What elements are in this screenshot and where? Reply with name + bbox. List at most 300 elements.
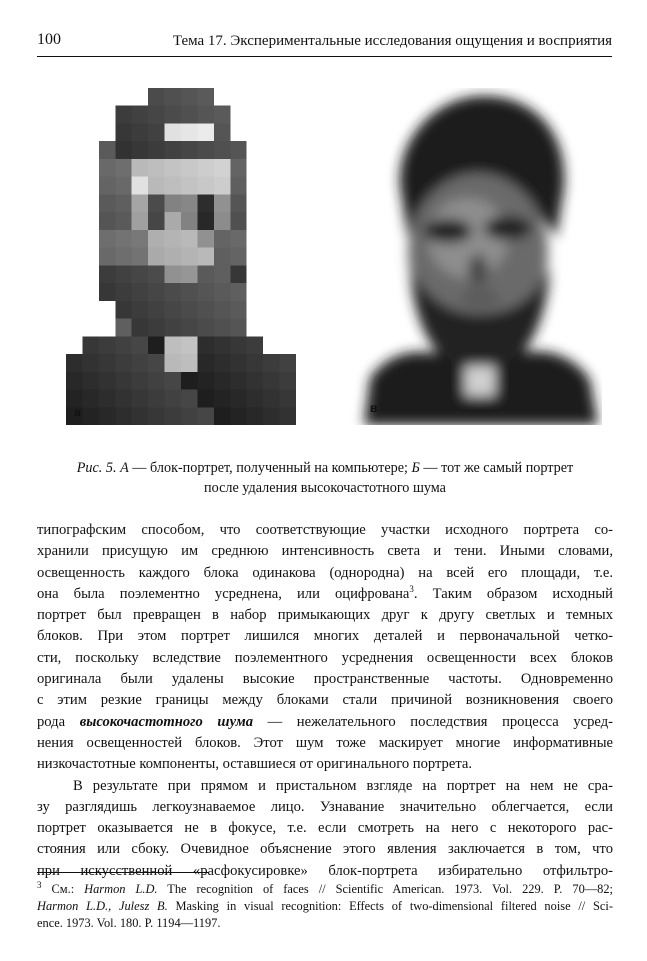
portrait-block <box>82 123 99 141</box>
portrait-block <box>214 177 231 195</box>
portrait-block <box>148 248 165 266</box>
portrait-block <box>181 390 198 408</box>
portrait-block <box>247 354 264 372</box>
portrait-block <box>197 407 214 425</box>
portrait-block <box>263 88 280 106</box>
text-line: портрет оказывается не в фокусе, т.е. если смотреть на него с некоторого рас- <box>37 820 613 837</box>
portrait-block <box>66 301 83 319</box>
portrait-block <box>230 372 247 390</box>
portrait-block <box>132 194 149 212</box>
portrait-block <box>99 301 116 319</box>
portrait-block <box>115 265 132 283</box>
portrait-block <box>280 230 296 248</box>
portrait-block <box>82 319 99 337</box>
portrait-block <box>82 106 99 124</box>
portrait-block <box>263 407 280 425</box>
portrait-block <box>165 106 182 124</box>
portrait-block <box>197 123 214 141</box>
portrait-block <box>82 230 99 248</box>
portrait-block <box>132 354 149 372</box>
portrait-block <box>115 212 132 230</box>
portrait-block <box>82 159 99 177</box>
portrait-block <box>181 230 198 248</box>
portrait-block <box>197 88 214 106</box>
portrait-block <box>263 319 280 337</box>
portrait-block <box>247 336 264 354</box>
footnote-line: $^3$ См.: Harmon L.D. The recognition of faces // Scientific American. 1973. Vol. 229. P. 70—82; <box>37 879 614 896</box>
portrait-block <box>230 123 247 141</box>
portrait-block <box>148 212 165 230</box>
portrait-block <box>82 212 99 230</box>
portrait-block <box>230 194 247 212</box>
portrait-block <box>115 194 132 212</box>
portrait-block <box>132 141 149 159</box>
portrait-block <box>148 319 165 337</box>
portrait-block <box>148 194 165 212</box>
portrait-block <box>197 141 214 159</box>
portrait-block <box>230 212 247 230</box>
portrait-block <box>247 106 264 124</box>
portrait-block <box>115 248 132 266</box>
portrait-block <box>280 177 296 195</box>
portrait-block <box>197 319 214 337</box>
portrait-block <box>263 141 280 159</box>
portrait-block <box>132 283 149 301</box>
portrait-block <box>82 407 99 425</box>
portrait-block <box>132 248 149 266</box>
portrait-block <box>165 265 182 283</box>
portrait-block <box>99 106 116 124</box>
portrait-block <box>247 283 264 301</box>
portrait-block <box>82 177 99 195</box>
panel-a-letter: а <box>74 405 81 419</box>
portrait-block <box>115 159 132 177</box>
portrait-block <box>66 106 83 124</box>
portrait-block <box>82 390 99 408</box>
portrait-block <box>263 248 280 266</box>
portrait-block <box>115 319 132 337</box>
portrait-block <box>99 265 116 283</box>
portrait-block <box>165 123 182 141</box>
portrait-block <box>66 372 83 390</box>
portrait-block <box>66 123 83 141</box>
portrait-block <box>247 88 264 106</box>
portrait-block <box>247 194 264 212</box>
caption-text-1: — блок-портрет, полученный на компьютере; <box>128 460 412 476</box>
portrait-block <box>197 372 214 390</box>
portrait-block <box>99 354 116 372</box>
portrait-block <box>165 372 182 390</box>
portrait-block <box>115 301 132 319</box>
portrait-block <box>115 354 132 372</box>
body-text <box>37 520 613 882</box>
portrait-block <box>247 265 264 283</box>
portrait-block <box>247 123 264 141</box>
emphasis-term: высокочастотного шума <box>79 713 253 730</box>
portrait-block <box>66 212 83 230</box>
text-line: стояния или сбоку. Очевидное объяснение этого явления заключается в том, что <box>37 841 613 858</box>
portrait-block <box>148 123 165 141</box>
text-line: В результате при прямом и пристальном взгляде на портрет на нем не сра- <box>73 777 613 794</box>
portrait-block <box>66 141 83 159</box>
portrait-block <box>99 248 116 266</box>
portrait-block <box>165 301 182 319</box>
portrait-block <box>247 177 264 195</box>
portrait-block <box>99 212 116 230</box>
footnote-line: Harmon L.D., Julesz B. Masking in visual recognition: Effects of two-dimensional filtered noise // Sci- <box>37 899 613 913</box>
portrait-block <box>132 372 149 390</box>
portrait-block <box>82 141 99 159</box>
portrait-block <box>148 159 165 177</box>
portrait-block <box>66 194 83 212</box>
portrait-block <box>280 265 296 283</box>
footnote-ref: 3 <box>409 584 414 595</box>
text-line: зу разглядишь легкоузнаваемое лицо. Узнавание значительно облегчается, если <box>37 798 613 815</box>
portrait-block <box>165 336 182 354</box>
portrait-block <box>82 336 99 354</box>
portrait-block <box>165 407 182 425</box>
panel-b-letter: в <box>370 401 378 415</box>
portrait-block <box>280 248 296 266</box>
portrait-block <box>66 88 83 106</box>
portrait-block <box>99 123 116 141</box>
portrait-block <box>165 212 182 230</box>
portrait-block <box>115 123 132 141</box>
portrait-block <box>230 319 247 337</box>
portrait-block <box>247 159 264 177</box>
portrait-block <box>263 106 280 124</box>
portrait-block <box>181 407 198 425</box>
text-line: оригинала были удалены высокие пространственные частоты. Одновременно <box>37 671 613 688</box>
portrait-block <box>165 283 182 301</box>
portrait-block <box>263 194 280 212</box>
portrait-block <box>214 283 231 301</box>
portrait-block <box>197 301 214 319</box>
text-line: низкочастотные компоненты, оставшиеся от оригинального портрета. <box>37 756 473 773</box>
portrait-block <box>230 177 247 195</box>
portrait-block <box>66 177 83 195</box>
portrait-block <box>230 301 247 319</box>
portrait-block <box>197 194 214 212</box>
portrait-block <box>115 230 132 248</box>
portrait-block <box>66 283 83 301</box>
caption-line-2: после удаления высокочастотного шума <box>204 480 446 496</box>
portrait-block <box>82 283 99 301</box>
portrait-block <box>115 390 132 408</box>
portrait-block <box>132 106 149 124</box>
text-line: блоков. При этом портрет лишился многих деталей и первоначальной четко- <box>37 628 613 645</box>
portrait-block <box>230 230 247 248</box>
portrait-block <box>214 319 231 337</box>
portrait-block <box>197 106 214 124</box>
portrait-block <box>148 301 165 319</box>
caption-text-2: — тот же самый портрет <box>419 460 574 476</box>
portrait-block <box>280 354 296 372</box>
portrait-block <box>197 390 214 408</box>
portrait-block <box>115 106 132 124</box>
running-header <box>37 30 612 57</box>
portrait-block <box>181 212 198 230</box>
portrait-block <box>148 390 165 408</box>
portrait-block <box>197 177 214 195</box>
portrait-block <box>197 248 214 266</box>
portrait-block <box>148 265 165 283</box>
portrait-block <box>181 159 198 177</box>
portrait-block <box>247 301 264 319</box>
portrait-block <box>132 319 149 337</box>
portrait-block <box>230 159 247 177</box>
portrait-block <box>197 336 214 354</box>
portrait-block <box>280 141 296 159</box>
portrait-block <box>82 194 99 212</box>
portrait-block <box>280 123 296 141</box>
portrait-block <box>263 123 280 141</box>
portrait-block <box>247 319 264 337</box>
portrait-block <box>263 265 280 283</box>
portrait-block <box>181 177 198 195</box>
portrait-block <box>82 265 99 283</box>
portrait-block <box>263 212 280 230</box>
portrait-block <box>165 177 182 195</box>
portrait-block <box>280 407 296 425</box>
text-line: нения освещенностей блоков. Этот шум тоже маскирует многие информативные <box>37 734 613 751</box>
caption-label-a: Рис. 5. А <box>76 460 129 476</box>
portrait-block <box>181 106 198 124</box>
portrait-block <box>247 390 264 408</box>
portrait-block <box>148 336 165 354</box>
portrait-block <box>263 177 280 195</box>
portrait-block <box>214 407 231 425</box>
portrait-block <box>280 194 296 212</box>
portrait-block <box>181 88 198 106</box>
portrait-block <box>66 159 83 177</box>
portrait-block <box>99 177 116 195</box>
portrait-block <box>214 248 231 266</box>
portrait-block <box>132 407 149 425</box>
text-line: освещенность каждого блока одинакова (однородна) на всей его площади, т.е. <box>37 564 613 581</box>
portrait-block <box>165 390 182 408</box>
portrait-block <box>165 194 182 212</box>
portrait-block <box>132 177 149 195</box>
portrait-block <box>99 319 116 337</box>
portrait-block <box>99 230 116 248</box>
portrait-block <box>165 88 182 106</box>
portrait-block <box>214 141 231 159</box>
text-line: с этим резкие границы между блоками стали причиной возникновения своего <box>37 692 613 709</box>
portrait-block <box>214 354 231 372</box>
portrait-block <box>214 123 231 141</box>
blurred-portrait-drawing <box>350 88 602 425</box>
portrait-block <box>230 336 247 354</box>
portrait-block <box>214 106 231 124</box>
text-line: рода высокочастотного шума — нежелательного последствия процесса усред- <box>37 713 613 730</box>
portrait-block <box>181 354 198 372</box>
portrait-block <box>181 248 198 266</box>
portrait-block <box>165 159 182 177</box>
block-portrait-image <box>66 88 296 425</box>
portrait-block <box>263 159 280 177</box>
portrait-block <box>99 407 116 425</box>
portrait-block <box>132 159 149 177</box>
portrait-block <box>247 141 264 159</box>
portrait-block <box>214 301 231 319</box>
portrait-block <box>66 354 83 372</box>
portrait-block <box>132 336 149 354</box>
portrait-block <box>197 212 214 230</box>
portrait-block <box>181 194 198 212</box>
portrait-block <box>230 283 247 301</box>
portrait-block <box>247 212 264 230</box>
portrait-block <box>82 301 99 319</box>
portrait-block <box>230 390 247 408</box>
portrait-block <box>280 159 296 177</box>
portrait-block <box>230 88 247 106</box>
portrait-block <box>148 106 165 124</box>
portrait-block <box>197 265 214 283</box>
portrait-block <box>230 407 247 425</box>
portrait-block <box>280 390 296 408</box>
portrait-block <box>115 336 132 354</box>
portrait-block <box>181 301 198 319</box>
portrait-block <box>66 319 83 337</box>
portrait-block <box>181 372 198 390</box>
portrait-block <box>280 336 296 354</box>
portrait-block <box>148 141 165 159</box>
portrait-block <box>99 141 116 159</box>
portrait-block <box>214 159 231 177</box>
portrait-block <box>148 407 165 425</box>
portrait-block <box>280 212 296 230</box>
text-line: она была поэлементно усреднена, или оцифрована$^3$. Таким образом исходный <box>37 584 613 602</box>
portrait-block <box>181 123 198 141</box>
portrait-block <box>263 301 280 319</box>
portrait-block <box>181 141 198 159</box>
portrait-block <box>181 336 198 354</box>
portrait-block <box>82 88 99 106</box>
portrait-block <box>99 390 116 408</box>
portrait-block <box>99 88 116 106</box>
portrait-block <box>181 283 198 301</box>
portrait-block <box>181 265 198 283</box>
portrait-block <box>99 372 116 390</box>
portrait-block <box>230 354 247 372</box>
portrait-block <box>263 372 280 390</box>
portrait-block <box>214 88 231 106</box>
text-line: типографским способом, что соответствующие участки исходного портрета со- <box>37 522 613 538</box>
portrait-block <box>247 372 264 390</box>
footnote-divider <box>37 872 209 873</box>
portrait-block <box>132 123 149 141</box>
portrait-block <box>230 265 247 283</box>
portrait-block <box>82 354 99 372</box>
portrait-block <box>280 319 296 337</box>
portrait-block <box>247 230 264 248</box>
footnote-line: ence. 1973. Vol. 180. P. 1194—1197. <box>37 916 221 930</box>
portrait-block <box>214 230 231 248</box>
text-line: хранили присущую им среднюю интенсивность света и тени. Иными словами, <box>37 543 613 560</box>
portrait-block <box>148 283 165 301</box>
portrait-block <box>66 248 83 266</box>
portrait-block <box>99 194 116 212</box>
portrait-block <box>115 407 132 425</box>
portrait-block <box>230 248 247 266</box>
portrait-block <box>165 141 182 159</box>
portrait-block <box>132 88 149 106</box>
portrait-block <box>66 265 83 283</box>
portrait-block <box>230 141 247 159</box>
text-line: при искусственной «расфокусировке» блок-портрета избирательно отфильтро- <box>37 862 613 879</box>
footnote <box>37 881 613 932</box>
page-number: 100 <box>37 31 61 48</box>
portrait-block <box>247 248 264 266</box>
portrait-block <box>280 372 296 390</box>
portrait-block <box>230 106 247 124</box>
portrait-block <box>165 230 182 248</box>
caption-label-b: Б <box>411 460 420 476</box>
portrait-block <box>263 354 280 372</box>
portrait-block <box>214 372 231 390</box>
figure-caption <box>40 458 610 498</box>
portrait-block <box>263 283 280 301</box>
portrait-block <box>148 372 165 390</box>
portrait-block <box>115 177 132 195</box>
portrait-block <box>82 372 99 390</box>
portrait-block <box>214 212 231 230</box>
portrait-block <box>115 372 132 390</box>
portrait-block <box>197 283 214 301</box>
portrait-block <box>148 230 165 248</box>
portrait-block <box>66 336 83 354</box>
text-line: сти, поскольку вследствие поэлементного усреднения освещенности всех блоков <box>37 649 613 666</box>
portrait-block <box>132 230 149 248</box>
portrait-block <box>115 88 132 106</box>
blurred-portrait-image <box>350 88 602 425</box>
portrait-block <box>132 390 149 408</box>
portrait-block <box>82 248 99 266</box>
portrait-block <box>148 88 165 106</box>
portrait-block <box>247 407 264 425</box>
portrait-block <box>263 230 280 248</box>
portrait-block <box>165 248 182 266</box>
portrait-block <box>148 354 165 372</box>
portrait-block <box>99 336 116 354</box>
footnote-mark: 3 <box>37 879 42 890</box>
portrait-block <box>263 336 280 354</box>
portrait-block <box>214 336 231 354</box>
running-title: Тема 17. Экспериментальные исследования ощущения и восприятия <box>172 33 612 49</box>
portrait-block <box>165 319 182 337</box>
portrait-block <box>214 194 231 212</box>
portrait-block <box>197 159 214 177</box>
portrait-block <box>197 354 214 372</box>
portrait-block <box>115 283 132 301</box>
portrait-block <box>132 301 149 319</box>
portrait-block <box>132 265 149 283</box>
portrait-block <box>132 212 149 230</box>
portrait-block <box>99 159 116 177</box>
portrait-block <box>148 177 165 195</box>
portrait-block <box>214 390 231 408</box>
text-line: портрет был превращен в набор примыкающих друг к другу светлых и темных <box>37 607 613 624</box>
portrait-block <box>280 106 296 124</box>
portrait-block <box>181 319 198 337</box>
portrait-block <box>99 283 116 301</box>
portrait-block <box>66 230 83 248</box>
portrait-block <box>280 283 296 301</box>
portrait-block <box>280 301 296 319</box>
block-portrait-pixels <box>66 88 296 425</box>
portrait-block <box>197 230 214 248</box>
